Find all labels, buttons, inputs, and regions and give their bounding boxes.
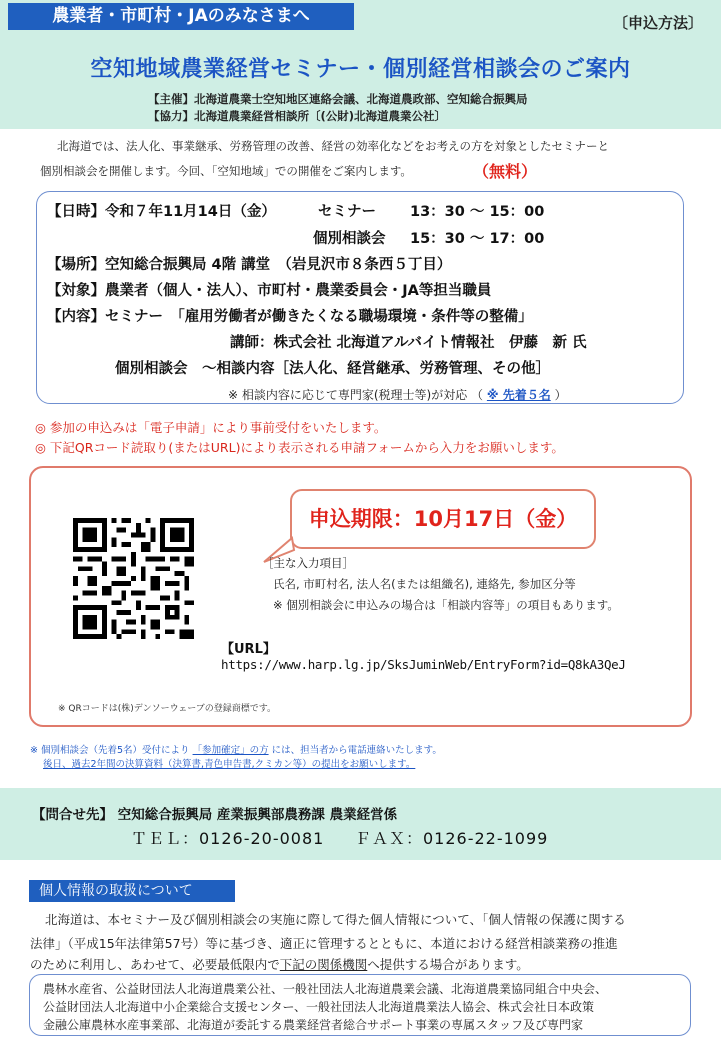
audience-tagline: 農業者・市町村・JAのみなさまへ	[8, 3, 354, 30]
limit-note: ※ 先着５名	[486, 388, 551, 402]
contact-fax: ＦＡＸ：0126-22-1099	[355, 829, 549, 848]
consult-label: 個別相談会	[313, 231, 386, 247]
footnote-1c: には、担当者から電話連絡いたします。	[271, 745, 442, 756]
seminar-label: セミナー	[318, 204, 376, 220]
footnote-2: 後日、過去2年間の決算資料（決算書,青色申告書,クミカン等）の提出をお願いします。	[43, 759, 416, 770]
qr-code[interactable]	[73, 518, 194, 639]
intro-line-1: 北海道では、法人化、事業継承、労務管理の改善、経営の効率化などをお考えの方を対象としたセミナーと	[57, 139, 609, 153]
intro-line-2: 個別相談会を開催します。今回、「空知地域」での開催をご案内します。	[40, 164, 412, 178]
privacy-3a: のために利用し、あわせて、必要最低限内で	[30, 957, 280, 972]
privacy-line-2: 法律」（平成15年法律第57号）等に基づき、適正に管理するとともに、本道における経営相談業務の推進	[30, 936, 618, 951]
privacy-line-3	[30, 955, 529, 973]
privacy-line-1: 北海道は、本セミナー及び個別相談会の実施に際して得た個人情報について、「個人情報の保護に関する	[45, 912, 626, 927]
contact-office: 【問合せ先】 空知総合振興局 産業振興部農務課 農業経営係	[32, 807, 398, 823]
consult-content-line: 個別相談会 ～相談内容［法人化、経営継承、労務管理、その他］	[115, 361, 550, 377]
target-line: 【対象】農業者（個人・法人）、市町村・農業委員会・JA等担当職員	[47, 283, 492, 299]
footnote-line-2	[43, 756, 415, 770]
date-line: 【日時】令和７年11月14日（金）	[47, 204, 276, 220]
place-line: 【場所】空知総合振興局 4階 講堂 （岩見沢市８条西５丁目）	[47, 257, 452, 273]
notice-line-1: ◎ 参加の申込みは「電子申請」により事前受付をいたします。	[35, 420, 387, 435]
input-items-title: ［主な入力項目］	[262, 556, 354, 570]
footnote-1b: 「参加確定」の方	[192, 745, 269, 756]
notice-line-2: ◎ 下記QRコード読取り(またはURL)により表示される申請フォームから入力をお願いします。	[35, 440, 564, 455]
application-url-link[interactable]: https://www.harp.lg.jp/SksJuminWeb/EntryForm?id=Q8kA3QeJ	[221, 657, 626, 672]
qr-trademark-note: ※ QRコードは(株)デンソーウェーブの登録商標です。	[58, 704, 277, 714]
method-label: 〔申込方法〕	[612, 14, 703, 32]
deadline-callout: 申込期限：10月17日（金）	[290, 489, 596, 549]
org-line-3: 金融公庫農林水産事業部、北海道が委託する農業経営者総合サポート事業の専属スタッフ及び専門家	[43, 1018, 584, 1032]
org-line-1: 農林水産省、公益財団法人北海道農業公社、一般社団法人北海道農業会議、北海道農業協同組合中央会、	[43, 982, 608, 996]
input-items: 氏名, 市町村名, 法人名(または組織名), 連絡先, 参加区分等	[273, 577, 576, 591]
free-badge: （無料）	[473, 162, 538, 181]
lecturer-line: 講師：株式会社 北海道アルバイト情報社 伊藤 新 氏	[230, 335, 587, 351]
footnote-line-1	[30, 742, 442, 756]
contact-section	[0, 788, 721, 860]
expert-note-close: ）	[554, 388, 567, 402]
privacy-3b: 下記の関係機関	[279, 957, 368, 972]
org-line-2: 公益財団法人北海道中小企業総合支援センター、一般社団法人北海道農業法人協会、株式会社日本政策	[43, 1000, 595, 1014]
consult-time: 15：30 ～ 17：00	[410, 231, 545, 247]
input-items-note: ※ 個別相談会に申込みの場合は「相談内容等」の項目もあります。	[273, 598, 619, 612]
cooperation-line: 【協力】北海道農業経営相談所〔(公財)北海道農業公社〕	[148, 109, 447, 123]
sponsor-line: 【主催】北海道農業士空知地区連絡会議、北海道農政部、空知総合振興局	[148, 92, 528, 106]
expert-note	[228, 386, 567, 403]
url-label: 【URL】	[221, 642, 276, 657]
privacy-title: 個人情報の取扱について	[29, 880, 235, 902]
contact-tel: ＴＥＬ：0126-20-0081	[131, 829, 325, 848]
seminar-time: 13：30 ～ 15：00	[410, 204, 545, 220]
expert-note-text: ※ 相談内容に応じて専門家(税理士等)が対応 （	[228, 388, 484, 402]
footnote-1a: ※ 個別相談会（先着5名）受付により	[30, 745, 190, 756]
content-line: 【内容】セミナー 「雇用労働者が働きたくなる職場環境・条件等の整備」	[47, 309, 533, 325]
privacy-3c: へ提供する場合があります。	[367, 957, 529, 972]
page-title: 空知地域農業経営セミナー・個別経営相談会のご案内	[90, 57, 631, 82]
